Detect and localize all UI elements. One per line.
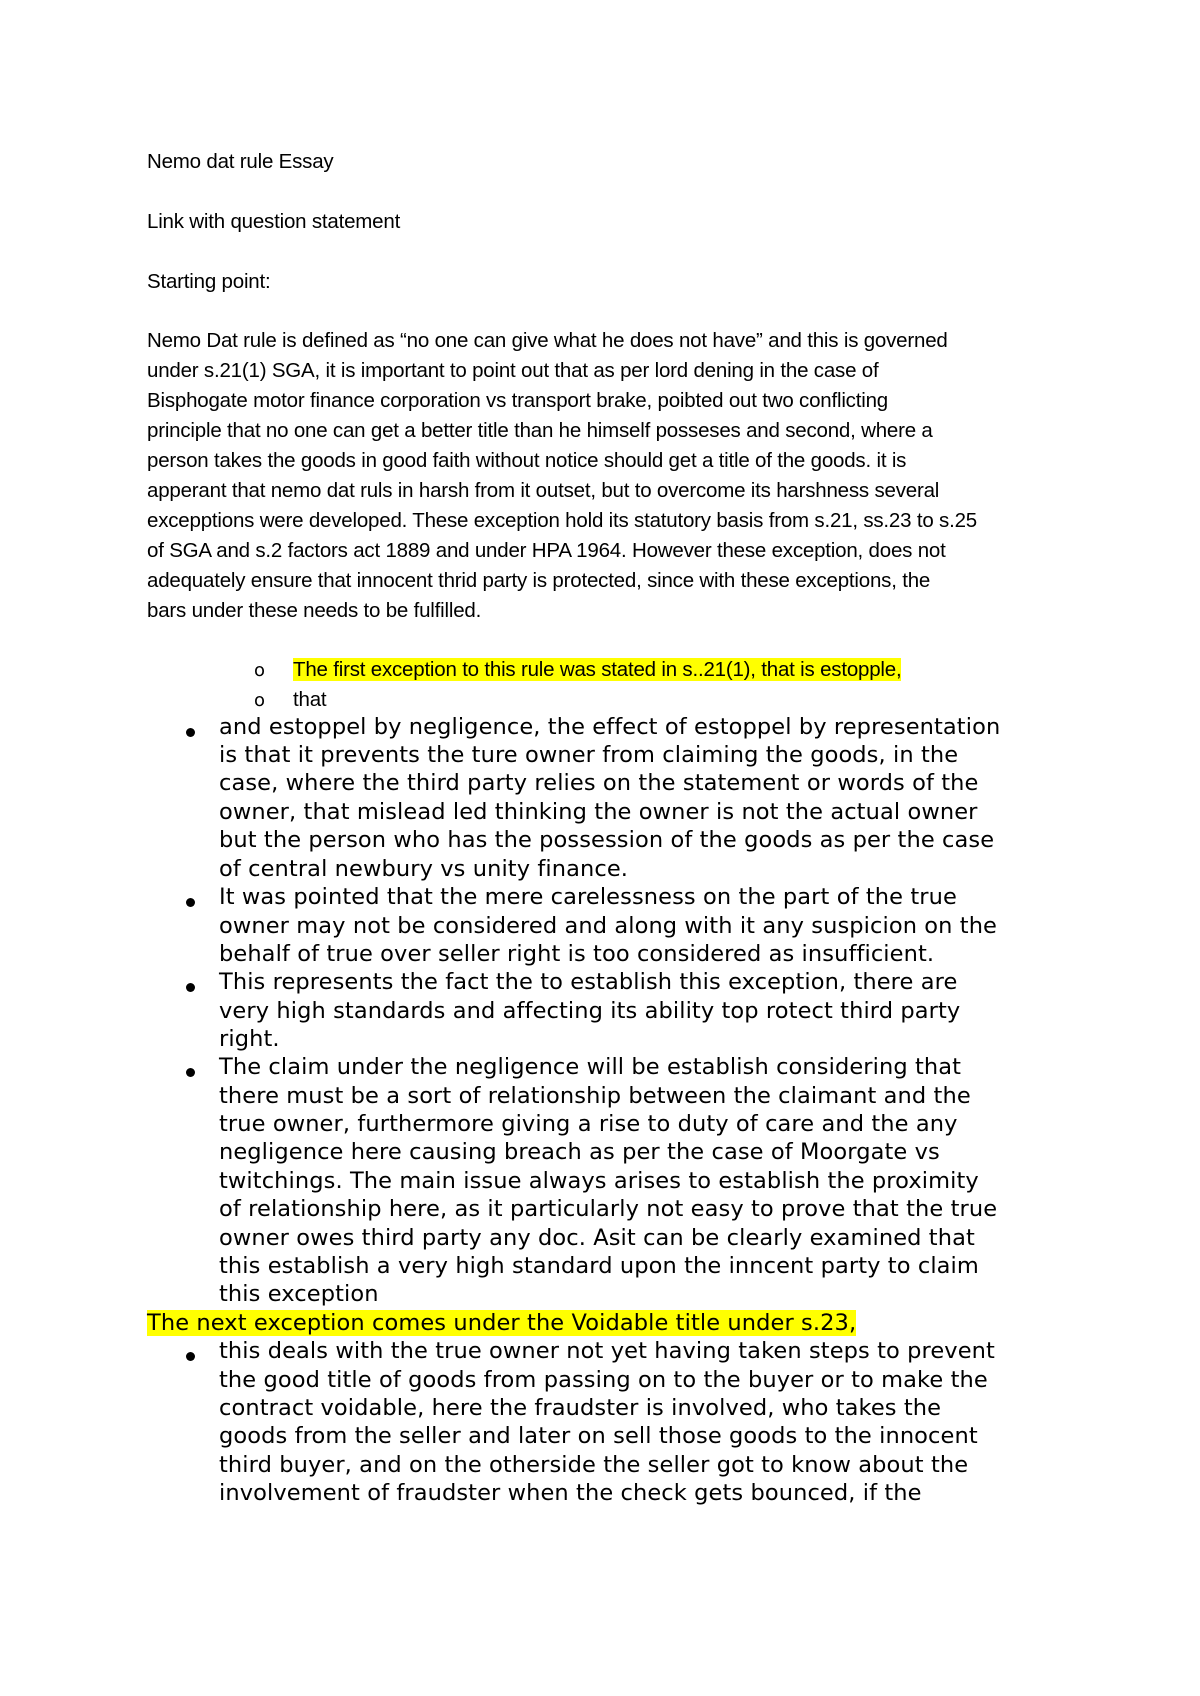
- bullet-line: owner, that mislead led thinking the owner is not the actual owner: [219, 799, 978, 825]
- intro-line: apperant that nemo dat ruls in harsh from it outset, but to overcome its harshness several: [147, 479, 940, 502]
- starting-point-label: Starting point:: [147, 270, 271, 293]
- bullet-line: right.: [219, 1026, 280, 1052]
- highlighted-text: The first exception to this rule was stated in s..21(1), that is estopple,: [293, 658, 902, 681]
- intro-line: of SGA and s.2 factors act 1889 and under HPA 1964. However these exception, does not: [147, 539, 946, 562]
- intro-line: Nemo Dat rule is defined as “no one can give what he does not have” and this is governed: [147, 329, 948, 352]
- hollow-bullet-icon: o: [254, 660, 266, 681]
- bullet-line: there must be a sort of relationship between the claimant and the: [219, 1083, 971, 1109]
- bullet-line: the good title of goods from passing on to the buyer or to make the: [219, 1367, 988, 1393]
- intro-line: principle that no one can get a better title than he himself posseses and second, where a: [147, 419, 933, 442]
- bullet-line: negligence here causing breach as per the case of Moorgate vs: [219, 1139, 940, 1165]
- bullet-line: but the person who has the possession of the goods as per the case: [219, 827, 995, 853]
- bullet-line: this deals with the true owner not yet having taken steps to prevent: [219, 1338, 995, 1364]
- bullet-line: This represents the fact the to establish this exception, there are: [219, 969, 958, 995]
- intro-line: Bisphogate motor finance corporation vs transport brake, poibted out two conflicting: [147, 389, 888, 412]
- document-title: Nemo dat rule Essay: [147, 150, 334, 173]
- bullet-line: involvement of fraudster when the check gets bounced, if the: [219, 1480, 922, 1506]
- intro-line: bars under these needs to be fulfilled.: [147, 599, 482, 622]
- bullet-line: this establish a very high standard upon the inncent party to claim: [219, 1253, 979, 1279]
- bullet-line: owner may not be considered and along with it any suspicion on the: [219, 913, 998, 939]
- bullet-line: owner owes third party any doc. Asit can be clearly examined that: [219, 1225, 975, 1251]
- next-exception-heading: [147, 1310, 856, 1336]
- bullet-line: true owner, furthermore giving a rise to duty of care and the any: [219, 1111, 958, 1137]
- hollow-bullet-icon: o: [254, 690, 266, 711]
- sub-bullet-item: that: [293, 688, 327, 711]
- bullet-line: is that it prevents the ture owner from claiming the goods, in the: [219, 742, 959, 768]
- intro-line: under s.21(1) SGA, it is important to point out that as per lord dening in the case of: [147, 359, 879, 382]
- bullet-icon: [186, 728, 195, 737]
- sub-bullet-item: [293, 658, 901, 682]
- bullet-line: behalf of true over seller right is too considered as insufficient.: [219, 941, 935, 967]
- bullet-icon: [186, 1352, 195, 1361]
- bullet-icon: [186, 898, 195, 907]
- bullet-line: third buyer, and on the otherside the seller got to know about the: [219, 1452, 969, 1478]
- intro-line: adequately ensure that innocent thrid party is protected, since with these exceptions, the: [147, 569, 931, 592]
- highlighted-text: The next exception comes under the Voidable title under s.23,: [147, 1310, 857, 1336]
- bullet-line: of central newbury vs unity finance.: [219, 856, 629, 882]
- bullet-line: twitchings. The main issue always arises to establish the proximity: [219, 1168, 979, 1194]
- document-subtitle: Link with question statement: [147, 210, 401, 233]
- bullet-icon: [186, 1068, 195, 1077]
- bullet-line: goods from the seller and later on sell those goods to the innocent: [219, 1423, 978, 1449]
- intro-line: person takes the goods in good faith without notice should get a title of the goods. it is: [147, 449, 907, 472]
- bullet-line: contract voidable, here the fraudster is involved, who takes the: [219, 1395, 942, 1421]
- bullet-line: of relationship here, as it particularly not easy to prove that the true: [219, 1196, 998, 1222]
- bullet-line: this exception: [219, 1281, 379, 1307]
- bullet-line: The claim under the negligence will be establish considering that: [219, 1054, 962, 1080]
- bullet-line: and estoppel by negligence, the effect of estoppel by representation: [219, 714, 1001, 740]
- bullet-icon: [186, 983, 195, 992]
- intro-line: excepptions were developed. These exception hold its statutory basis from s.21, ss.23 to s.25: [147, 509, 977, 532]
- bullet-line: case, where the third party relies on the statement or words of the: [219, 770, 979, 796]
- bullet-line: very high standards and affecting its ability top rotect third party: [219, 998, 961, 1024]
- bullet-line: It was pointed that the mere carelessness on the part of the true: [219, 884, 957, 910]
